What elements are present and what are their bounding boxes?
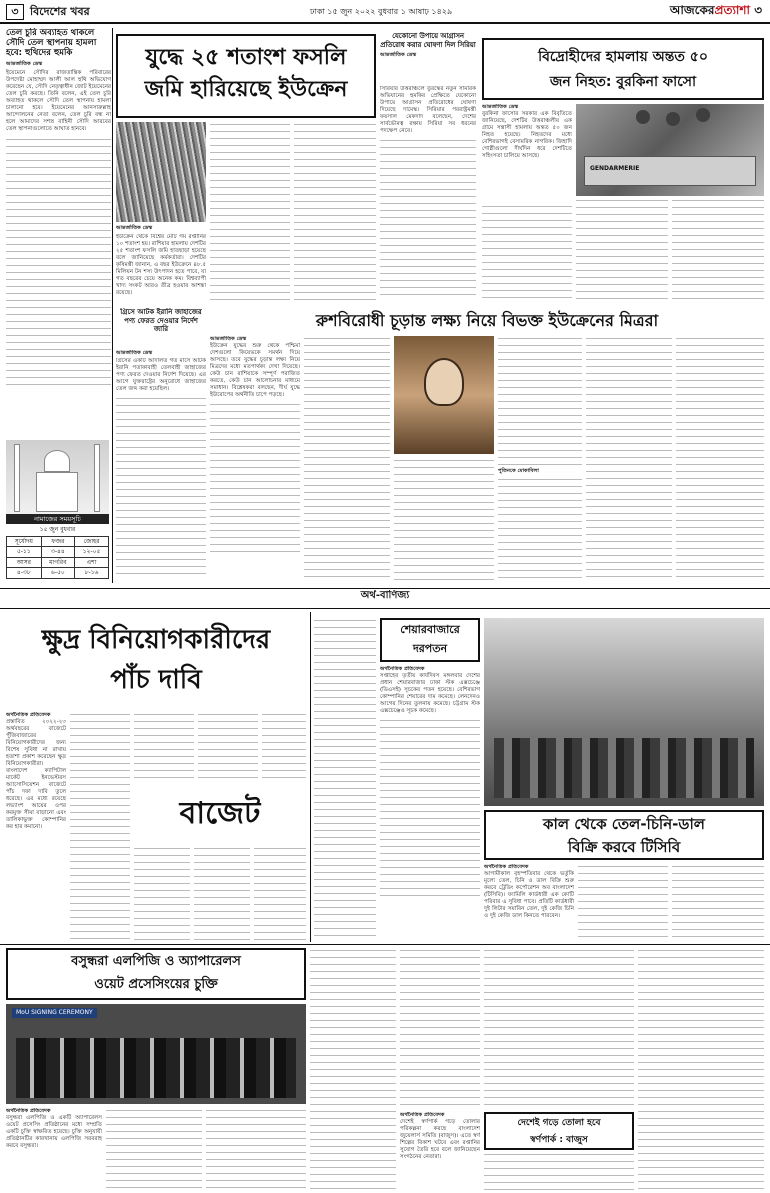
tcb-body-4 [484,948,634,1108]
tcb-article [484,864,574,942]
tcb-body-5 [638,948,764,1056]
crowd-photo [484,618,764,806]
article-body: বুরকিনা ফাসোর সরকার এক বিবৃতিতে জানিয়েছে, দেশটির উত্তরাঞ্চলীয় এক গ্রামে সন্ত্রাসী হামলায় অন্তত ৫০ জন নিহত হয়েছে। নিহতদের মধ্যে বেশিরভাগই বেসামরিক নাগরিক। জিহাদি গোষ্ঠীগুলো দীর্ঘদিন ধরে দেশটিতে সহিংসতা চালিয়ে আসছে। [482,110,572,159]
masthead-logo [670,3,762,18]
section-title: বিদেশের খবর [30,5,90,18]
small-investors-body-4 [198,712,258,782]
article-body: ইউক্রেন যুদ্ধের শুরু থেকে পশ্চিমা দেশগুলো কিয়েভকে সমর্থন দিয়ে আসছে। তবে যুদ্ধের চূড়ান্ত লক্ষ্য নিয়ে মিত্রদের মধ্যে মতপার্থক্য দেখা দিয়েছে। কেউ চান রাশিয়াকে সম্পূর্ণ পরাজিত করতে, কেউ চান আলোচনার মাধ্যমে সমাধান। বিশ্লেষকরা বলছেন, দীর্ঘ যুদ্ধে ইউরোপের অর্থনীতি চাপে পড়ছে। [210,342,300,398]
article-headline-line2: জন নিহত: বুরকিনা ফাসো [549,74,697,90]
photo-label: GENDARMERIE [590,164,640,172]
article-byline: অর্থনৈতিক প্রতিবেদক [380,666,425,672]
logo-part2: প্রত্যাশা [714,3,750,17]
ukraine-farmland-body-2 [210,122,290,304]
article-headline-line1: কাল থেকে তেল-চিনি-ডাল [543,815,705,833]
article-byline: আন্তর্জাতিক ডেস্ক [380,52,417,58]
page-number-right: ৩ [754,3,762,17]
article-headline-line1: দেশেই গড়ে তোলা হবে [517,1118,601,1128]
section-banner: অর্থ-বাণিজ্য [360,590,410,601]
gold-park-body-2 [484,1152,634,1190]
share-market-body-1 [314,618,376,942]
article-body: দেশেই স্বর্ণপার্ক গড়ে তোলার পরিকল্পনা করছে বাংলাদেশ জুয়েলার্স সমিতি (বাজুস)। এতে স্বর্ণ শিল্পের বিকাশ ঘটবে এবং রপ্তানির সুযোগ তৈরি হবে বলে জানিয়েছেন সংগঠনের নেতারা। [400,1118,480,1160]
article-headline-line2: স্বর্ণপার্ক : বাজুস [530,1135,588,1145]
article-headline-line2: বিক্রি করবে টিসিবি [567,838,681,856]
basundhara-body-5 [400,948,480,1108]
iran-ship-article [116,308,206,348]
namaz-date: ১৫ জুন বুধবার [39,526,76,533]
namaz-title: নামাজের সময়সূচি [6,514,109,524]
article-byline: আন্তর্জাতিক ডেস্ক [6,61,43,67]
article-body-continued [6,137,111,387]
mosque-image [6,440,109,524]
article-body: বসুন্ধরা এলপিজি ও একটি অ্যাপারেলস ওয়েট প্রসেসিং প্রতিষ্ঠানের মধ্যে সম্প্রতি একটি চুক্তি স্বাক্ষরিত হয়েছে। চুক্তি অনুযায়ী প্রতিষ্ঠানটির কারখানায় এলপিজি সরবরাহ করবে বসুন্ধরা। [6,1114,102,1149]
article-headline-line1: বিদ্রোহীদের হামলায় অন্তত ৫০ [538,49,708,65]
logo-part1: আজকের [669,3,715,17]
namaz-schedule [6,440,109,582]
mou-photo [6,1004,306,1104]
syria-body: সিরিয়ার উত্তরাঞ্চলে তুরস্কের নতুন সামরিক অভিযানের হুমকির প্রেক্ষিতে যেকোনো উপায়ে আগ্রাসন প্রতিরোধের ঘোষণা দিয়েছে দামেস্ক। সিরিয়ার পররাষ্ট্রমন্ত্রী ফয়সাল মেকদাদ বলেছেন, দেশের সার্বভৌমত্ব রক্ষায় সিরিয়া সব ধরনের পদক্ষেপ নেবে। [380,86,476,304]
ukraine-allies-body-3 [394,458,494,583]
banner-text: MoU SIGNING CEREMONY [12,1008,97,1018]
ukraine-allies-article [210,336,300,583]
article-byline: আন্তর্জাতিক ডেস্ক [482,104,519,110]
article-body: আগামীকাল বৃহস্পতিবার থেকে ভর্তুকি মূল্যে তেল, চিনি ও ডাল বিক্রি শুরু করবে ট্রেডিং কর্পোরেশন অব বাংলাদেশ (টিসিবি)। ফ্যামিলি কার্ডধারী এক কোটি পরিবার এ সুবিধা পাবে। প্রতিটি কার্ডধারী দুই লিটার সয়াবিন তেল, দুই কেজি চিনি ও দুই কেজি ডাল কিনতে পারবেন। [484,870,574,919]
subsection-label: পুতিনকে মোকাবিলা [498,468,539,474]
share-market-headline-box [380,618,480,662]
small-investors-body-2 [70,712,130,942]
small-investors-headline [6,620,306,708]
burkina-body-3 [576,198,668,304]
basundhara-body-2 [106,1108,202,1190]
gold-park-body-3 [638,1060,764,1190]
ukraine-farmland-body-1: ইউক্রেন থেকে বিশ্বের মোট গম রপ্তানির ১০ শতাংশ হয়। রাশিয়ার হামলায় দেশটির ২৫ শতাংশ ফসলি জমি হাতছাড়া হয়েছে বলে জানিয়েছে কর্মকর্তারা। দেশটির কৃষিমন্ত্রী জানান, এ বছর ইউক্রেনে ৪৮.৫ মিলিয়ন টন শস্য উৎপাদন হতে পারে, যা গত বছরের চেয়ে অনেক কম। বিশ্বব্যাপী খাদ্য সংকট আরও তীব্র হওয়ার আশঙ্কা রয়েছে। [116,234,206,296]
iran-ship-body: গ্রিসের একটি আদালত গত মাসে আটক ইরানি পতাকাবাহী তেলবাহী জাহাজের পণ্য ফেরত দেওয়ার নির্দেশ দিয়েছে। এর আগে যুক্তরাষ্ট্রের অনুরোধে জাহাজের তেল জব্দ করা হয়েছিল। [116,358,206,583]
wheat-photo [116,122,206,222]
article-headline-line2: ওয়েট প্রসেসিংয়ের চুক্তি [94,977,218,992]
article-byline: অর্থনৈতিক প্রতিবেদক [6,1108,51,1114]
ukraine-allies-body-4 [498,336,582,583]
budget-headline: বাজেট [179,796,261,831]
budget-body-3 [254,846,306,942]
basundhara-headline-box [6,948,306,1000]
budget-body-2 [194,846,250,942]
article-headline-line2: জমি হারিয়েছে ইউক্রেন [144,77,348,102]
burkina-photo [576,104,764,196]
basundhara-article [6,1108,102,1190]
article-headline-line2: দরপতন [412,642,448,655]
ukraine-allies-headline: রুশবিরোধী চূড়ান্ত লক্ষ্য নিয়ে বিভক্ত ইউক্রেনের মিত্ররা [315,311,659,330]
article-byline: অর্থনৈতিক প্রতিবেদক [400,1112,445,1118]
oil-threat-article [6,28,111,438]
ukraine-farmland-headline-box [116,34,376,118]
article-byline: আন্তর্জাতিক ডেস্ক [210,336,247,342]
article-headline-line1: যুদ্ধে ২৫ শতাংশ ফসলি [145,45,347,70]
article-body: সপ্তাহের তৃতীয় কার্যদিবস মঙ্গলবার দেশের প্রধান শেয়ারবাজার ঢাকা স্টক এক্সচেঞ্জে (ডিএসই) সূচকের পতন হয়েছে। বেশিরভাগ কোম্পানির শেয়ারের দাম কমেছে। লেনদেনও আগের দিনের তুলনায় কমেছে। চট্টগ্রাম স্টক এক্সচেঞ্জেও সূচক কমেছে। [380,672,480,714]
syria-article-head [380,32,476,84]
small-investors-article [6,712,66,942]
soldier-photo [394,336,494,454]
burkina-headline-box [482,38,764,100]
share-market-article [380,666,480,942]
date-line: ঢাকা ১৫ জুন ২০২২ বুধবার ১ আষাঢ় ১৪২৯ [310,7,453,16]
ukraine-farmland-body-3 [294,122,376,304]
tcb-body-2 [578,864,668,942]
article-headline-line1: শেয়ারবাজারে [400,623,460,636]
ukraine-allies-body-5 [586,336,672,583]
article-headline: তেল চুরি অব্যাহত থাকলে সৌদি তেল স্থাপনায় হামলা হবে: হুথিদের হুমকি [6,28,97,58]
article-body: ইয়েমেনে সৌদির রাজতান্ত্রিক পরিবারের উপদেষ্টা মোহাম্মদ আলী আল হুথি অভিযোগ করেছেন যে, সৌদি নেতৃত্বাধীন জোট ইয়েমেনের তেল চুরি করছে। তিনি বলেন, এই তেল চুরি অব্যাহত থাকলে সৌদি তেল স্থাপনায় হামলা চালানো হবে। ইয়েমেনের আনসারুল্লাহ আন্দোলনের নেতা বলেন, তেল চুরি বন্ধ না হলে আমাদের সশস্ত্র বাহিনী সৌদি আরবের তেল স্থাপনাগুলোতে আঘাত হানবে। [6,69,111,132]
small-investors-body-3 [134,712,194,782]
namaz-table: সূর্যোদয় ফজর জোহর ৫-১১ ৩-৪৪ ১২-০৫ আসর মাগরিব এশা ৪-৩৮ ৬-৫০ ৮-১৬ [6,536,109,579]
gold-park-headline-box [484,1112,634,1150]
article-byline: অর্থনৈতিক প্রতিবেদক [484,864,529,870]
article-headline: যেকোনো উপায়ে আগ্রাসন প্রতিরোধ করার ঘোষণা দিল সিরিয়া [380,32,476,49]
gold-park-article [400,1112,480,1190]
small-investors-body-5 [262,712,306,782]
article-byline: অর্থনৈতিক প্রতিবেদক [6,712,51,718]
burkina-body-4 [672,198,764,304]
burkina-article [482,104,572,204]
article-headline-line2: পাঁচ দাবি [110,665,202,695]
basundhara-body-3 [206,1108,306,1190]
ukraine-byline: আন্তর্জাতিক ডেস্ক [116,225,153,231]
basundhara-body-4 [310,948,396,1190]
tcb-body-3 [672,864,764,942]
budget-body-1 [134,846,190,942]
article-headline-line1: ক্ষুদ্র বিনিয়োগকারীদের [41,625,271,655]
article-headline: গ্রিসে আটক ইরানি জাহাজের পণ্য ফেরত দেওয়ার নির্দেশ জারি [120,308,202,333]
tcb-headline-box [484,810,764,860]
iran-ship-byline: আন্তর্জাতিক ডেস্ক [116,350,153,356]
ukraine-allies-body-2 [304,336,390,583]
ukraine-allies-body-6 [676,336,764,583]
burkina-body-2 [482,204,572,304]
article-headline-line1: বসুন্ধরা এলপিজি ও অ্যাপারেলস [71,954,241,969]
page-number: ৩ [6,4,24,20]
page-header [0,0,770,24]
article-body: প্রস্তাবিত ২০২২-২৩ অর্থবছরের বাজেটে পুঁজিবাজারের বিনিয়োগকারীদের জন্য বিশেষ সুবিধা না রাখায় হতাশা প্রকাশ করেছেন ক্ষুদ্র বিনিয়োগকারীরা। বাংলাদেশ ক্যাপিটাল মার্কেট ইনভেস্টরস অ্যাসোসিয়েশন বাজেটে পাঁচ দফা দাবি তুলে ধরেছে। এর মধ্যে রয়েছে লভ্যাংশ আয়ের ওপর করমুক্ত সীমা বাড়ানো এবং তালিকাভুক্ত কোম্পানির কর হার কমানো। [6,718,66,830]
